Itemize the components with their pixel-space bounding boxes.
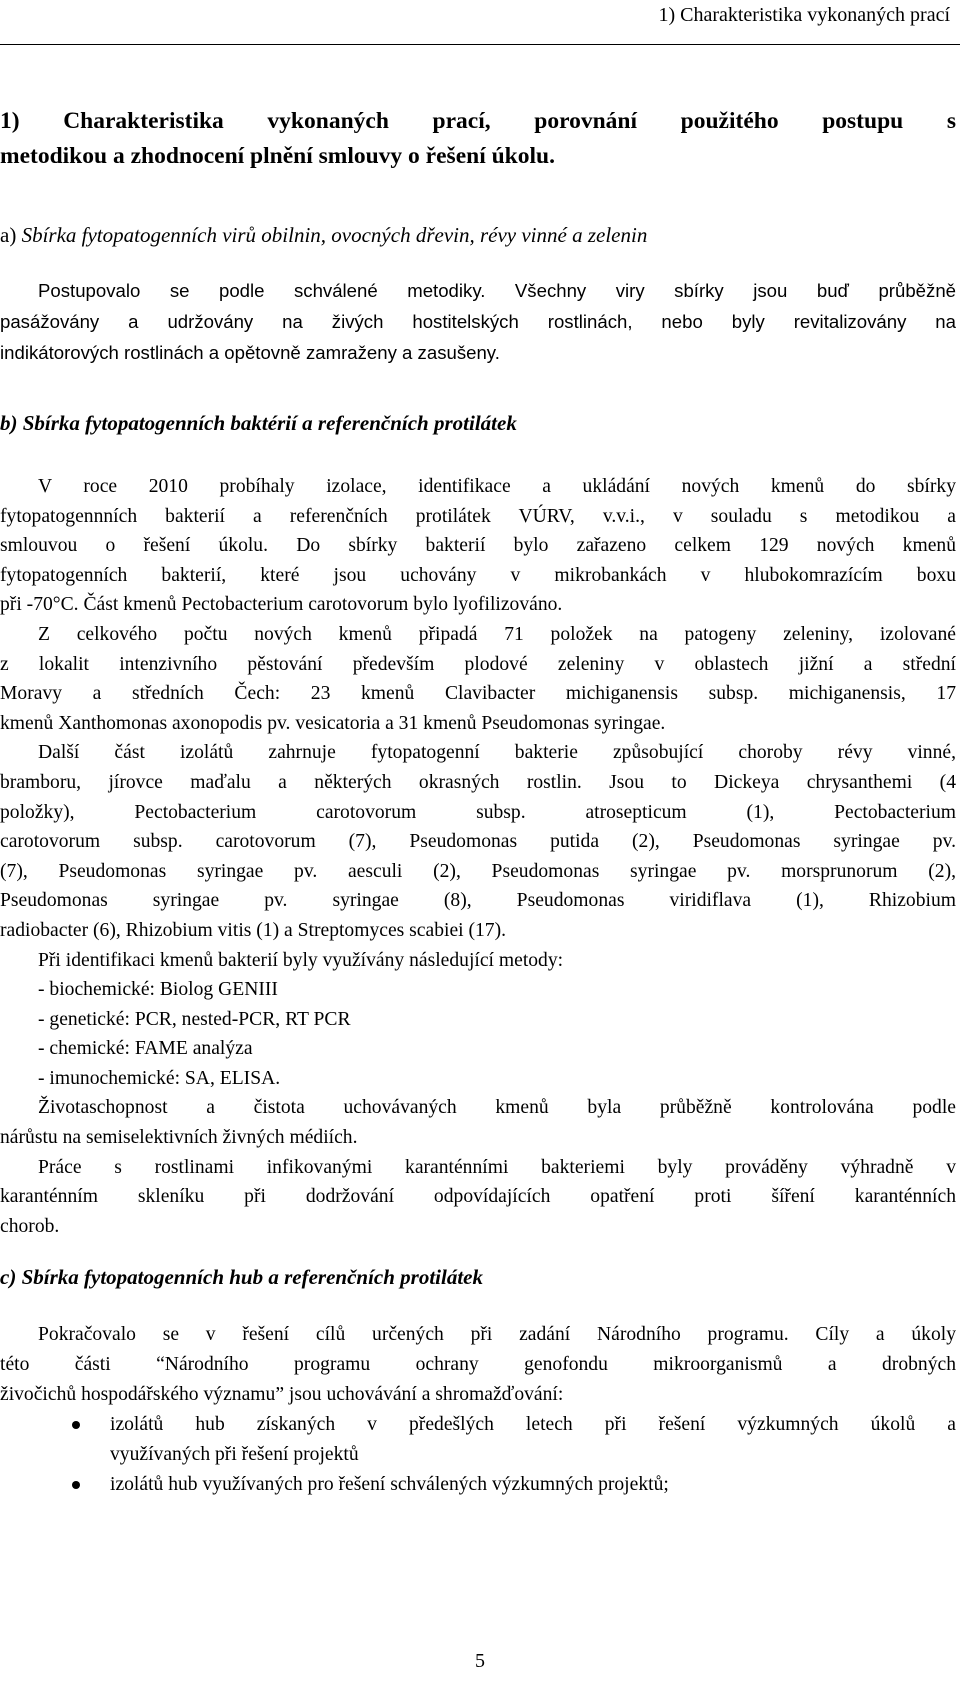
text-line: živočichů hospodářského významu” jsou uchovávání a shromažďování:	[0, 1384, 564, 1405]
text-line: bramboru, jírovce maďalu a některých okrasných rostlin. Jsou to Dickeya chrysanthemi (4	[0, 771, 956, 793]
header-rule	[0, 44, 960, 45]
text-line: fytopatogenních bakterií, které jsou uchovány v mikrobankách v hlubokomrazícím boxu	[0, 564, 956, 586]
text-line: V roce 2010 probíhaly izolace, identifikace a ukládání nových kmenů do sbírky	[38, 476, 956, 497]
main-title-line: 1) Charakteristika vykonaných prací, porovnání použitého postupu s	[0, 108, 956, 134]
section-a-heading-label: a)	[0, 223, 17, 247]
bullet-icon	[72, 1481, 80, 1489]
main-title-line: metodikou a zhodnocení plnění smlouvy o řešení úkolu.	[0, 143, 555, 169]
method-item: - biochemické: Biolog GENIII	[38, 979, 278, 1001]
text-line: Životaschopnost a čistota uchovávaných kmenů byla průběžně kontrolována podle	[38, 1097, 956, 1119]
method-item: - imunochemické: SA, ELISA.	[38, 1067, 281, 1089]
text-line: Pokračovalo se v řešení cílů určených při zadání Národního programu. Cíly a úkoly	[38, 1324, 956, 1345]
text-line: Postupovalo se podle schválené metodiky. Všechny viry sbírky jsou buď průběžně	[38, 280, 956, 301]
text-line: z lokalit intenzivního pěstování především plodové zeleniny v oblastech jižní a střední	[0, 653, 956, 675]
section-c-heading: c) Sbírka fytopatogenních hub a referenčních protilátek	[0, 1265, 483, 1289]
bullet-icon	[72, 1421, 80, 1429]
page-number: 5	[475, 1650, 485, 1672]
section-b-heading: b) Sbírka fytopatogenních baktérií a referenčních protilátek	[0, 411, 517, 435]
bullet-text: izolátů hub získaných v předešlých letech při řešení výzkumných úkolů a	[110, 1414, 956, 1435]
text-line: (7), Pseudomonas syringae pv. aesculi (2), Pseudomonas syringae pv. morsprunorum (2),	[0, 860, 956, 882]
text-line: Práce s rostlinami infikovanými karanténními bakteriemi byly prováděny výhradně v	[38, 1156, 956, 1178]
text-line: Pseudomonas syringae pv. syringae (8), Pseudomonas viridiflava (1), Rhizobium	[0, 890, 956, 912]
text-line: Při identifikaci kmenů bakterií byly využívány následující metody:	[38, 949, 564, 971]
text-line: radiobacter (6), Rhizobium vitis (1) a Streptomyces scabiei (17).	[0, 919, 507, 941]
section-a-paragraph	[0, 275, 956, 368]
text-line: pasážovány a udržovány na živých hostitelských rostlinách, nebo byly revitalizovány na	[0, 311, 956, 332]
method-item: - chemické: FAME analýza	[38, 1038, 253, 1060]
text-line: carotovorum subsp. carotovorum (7), Pseudomonas putida (2), Pseudomonas syringae pv.	[0, 831, 956, 853]
text-line: této části “Národního programu ochrany genofondu mikroorganismů a drobných	[0, 1354, 956, 1375]
section-a-heading	[0, 220, 956, 250]
main-title	[0, 104, 956, 174]
text-line: chorob.	[0, 1215, 60, 1237]
section-a-heading-text: Sbírka fytopatogenních virů obilnin, ovocných dřevin, révy vinné a zelenin	[21, 223, 648, 247]
text-line: Další část izolátů zahrnuje fytopatogenní bakterie způsobující choroby révy vinné,	[38, 742, 956, 764]
method-item: - genetické: PCR, nested-PCR, RT PCR	[38, 1008, 351, 1030]
bullet-text: využívaných při řešení projektů	[110, 1444, 359, 1465]
text-line: při -70°C. Část kmenů Pectobacterium carotovorum bylo lyofilizováno.	[0, 594, 563, 616]
text-line: karanténním skleníku při dodržování odpovídajících opatření proti šíření karanténních	[0, 1186, 956, 1208]
section-b-body	[0, 472, 956, 1241]
text-line: položky), Pectobacterium carotovorum subsp. atrosepticum (1), Pectobacterium	[0, 801, 956, 823]
bullet-item	[72, 1470, 956, 1500]
section-c-body	[0, 1320, 956, 1410]
bullet-item	[72, 1410, 956, 1470]
text-line: Z celkového počtu nových kmenů připadá 71 položek na patogeny zeleniny, izolované	[38, 623, 956, 645]
text-line: nárůstu na semiselektivních živných médiích.	[0, 1127, 358, 1149]
text-line: kmenů Xanthomonas axonopodis pv. vesicatoria a 31 kmenů Pseudomonas syringae.	[0, 712, 666, 734]
running-header: 1) Charakteristika vykonaných prací	[658, 4, 950, 26]
text-line: fytopatogennních bakterií a referenčních protilátek VÚRV, v.v.i., v souladu s metodikou a	[0, 505, 956, 527]
text-line: indikátorových rostlinách a opětovně zamraženy a zasušeny.	[0, 342, 500, 363]
bullet-text: izolátů hub využívaných pro řešení schválených výzkumných projektů;	[110, 1474, 669, 1495]
text-line: smlouvou o řešení úkolu. Do sbírky bakterií bylo zařazeno celkem 129 nových kmenů	[0, 535, 956, 557]
text-line: Moravy a středních Čech: 23 kmenů Clavibacter michiganensis subsp. michiganensis, 17	[0, 683, 956, 705]
